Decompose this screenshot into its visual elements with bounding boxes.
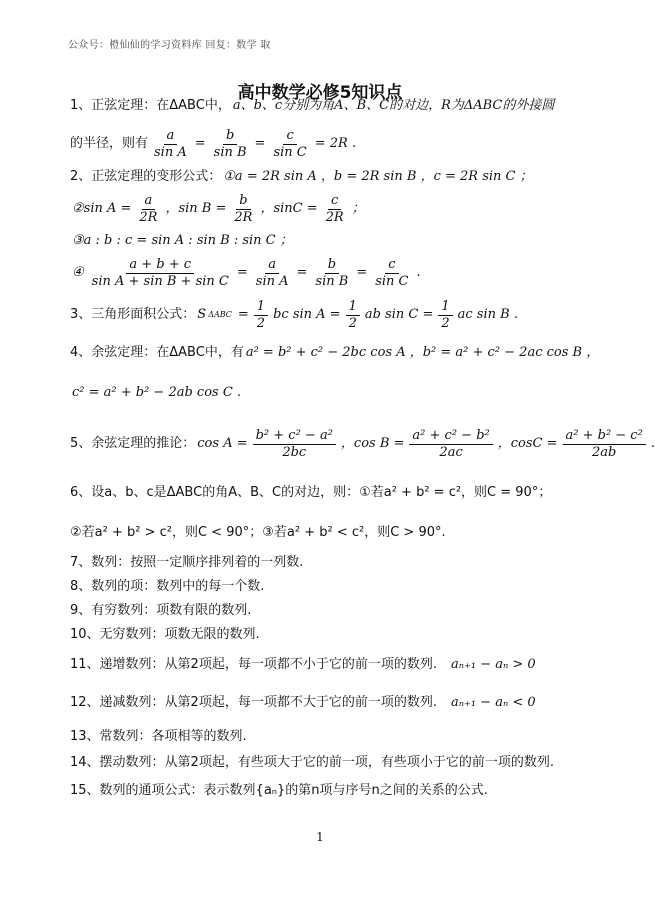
list-item bbox=[70, 554, 590, 572]
item-5-tail: . bbox=[650, 436, 655, 451]
item-5-p2: ，cos B = bbox=[340, 436, 405, 451]
item-4-line-2 bbox=[70, 384, 590, 402]
list-item bbox=[70, 694, 590, 712]
item-3-s: S bbox=[197, 307, 207, 322]
item-1-text: a、b、c分别为角A、B、C的对边，R为ΔABC的外接圆 bbox=[232, 98, 555, 113]
item-11: 11、递增数列：从第2项起，每一项都不小于它的前一项的数列. bbox=[70, 657, 437, 672]
item-5-p3: ，cosC = bbox=[497, 436, 558, 451]
item-6-l2: ②若a² + b² > c²，则C < 90°；③若a² + b² < c²，则C > 90°. bbox=[70, 525, 446, 540]
page-number: 1 bbox=[316, 830, 324, 844]
list-item bbox=[70, 656, 590, 674]
item-4-m2: c² = a² + b² − 2ab cos C . bbox=[72, 385, 242, 400]
item-9: 9、有穷数列：项数有限的数列. bbox=[70, 603, 252, 618]
item-2-line-3 bbox=[70, 232, 590, 250]
item-5-line bbox=[70, 424, 655, 464]
list-item bbox=[70, 782, 590, 800]
item-2-line-2 bbox=[70, 190, 590, 228]
fraction: $\frac{1}{2}$ bbox=[254, 299, 268, 332]
item-5-label: 5、余弦定理的推论： bbox=[70, 436, 196, 451]
item-3-sub: ΔABC bbox=[208, 310, 232, 319]
item-2-m2-pre: ②sin A = bbox=[72, 201, 132, 216]
item-3-t1: bc sin A = bbox=[273, 307, 341, 322]
fraction: $\frac{b}{2R}$ bbox=[234, 192, 253, 225]
fraction: $\frac{b}{\text{sin B}}$ bbox=[213, 127, 247, 160]
item-6-line-1 bbox=[70, 484, 590, 502]
item-3-t3: ac sin B . bbox=[457, 307, 518, 322]
fraction: $\frac{c}{2R}$ bbox=[325, 192, 344, 225]
fraction: $\frac{\text{b² + c² − a²}}{2bc}$ bbox=[253, 428, 336, 461]
fraction: $\frac{a}{\text{sin A}}$ bbox=[154, 127, 187, 160]
item-2-m1: ①a = 2R sin A ，b = 2R sin B ，c = 2R sin C ； bbox=[223, 169, 533, 184]
item-1-label: 1、正弦定理：在ΔABC中， bbox=[70, 98, 231, 113]
page-header: 公众号：橙仙仙的学习资料库 回复：数学 取 bbox=[68, 40, 271, 51]
item-6-line-2 bbox=[70, 524, 590, 542]
item-2-m3: ③a : b : c = sin A : sin B : sin C ； bbox=[72, 233, 293, 248]
item-15: 15、数列的通项公式：表示数列{aₙ}的第n项与序号n之间的关系的公式. bbox=[70, 783, 488, 798]
fraction: $\frac{1}{2}$ bbox=[346, 299, 360, 332]
list-item bbox=[70, 754, 590, 772]
item-4-line-1 bbox=[70, 344, 600, 362]
item-7: 7、数列：按照一定顺序排列着的一列数. bbox=[70, 555, 304, 570]
item-3-t2: ab sin C = bbox=[364, 307, 434, 322]
fraction: $\frac{c}{\text{sin C}}$ bbox=[375, 256, 409, 289]
list-item bbox=[70, 602, 590, 620]
item-5-p1: cos A = bbox=[197, 436, 248, 451]
fraction: $\frac{\text{a² + c² − b²}}{2ac}$ bbox=[409, 428, 492, 461]
item-3-line bbox=[70, 296, 590, 334]
item-2-m2-tail: ； bbox=[351, 201, 365, 216]
fraction: $\frac{c}{\text{sin C}}$ bbox=[273, 127, 307, 160]
item-2-m2-mid1: ，sin B = bbox=[165, 201, 227, 216]
item-12-math: aₙ₊₁ − aₙ < 0 bbox=[450, 695, 536, 710]
list-item bbox=[70, 626, 590, 644]
item-2-line-4: ④ $\frac{a + b + c}{\text{sin A + sin B + sin C}}$ = $\frac{a}{\text{sin A}}$ = $\frac{b}{\text{sin B}}$ = $\frac{c}{\text{sin C}}$ . bbox=[72, 256, 421, 289]
fraction: $\frac{b}{\text{sin B}}$ bbox=[315, 256, 349, 289]
item-8: 8、数列的项：数列中的每一个数. bbox=[70, 579, 265, 594]
item-10: 10、无穷数列：项数无限的数列. bbox=[70, 627, 260, 642]
item-2-line-1 bbox=[70, 168, 590, 186]
fraction: $\frac{\text{a² + b² − c²}}{2ab}$ bbox=[563, 428, 646, 461]
fraction: $\frac{a}{\text{sin A}}$ bbox=[255, 256, 289, 289]
item-2-label: 2、正弦定理的变形公式： bbox=[70, 169, 222, 184]
item-1-cont: 的半径，则有 bbox=[70, 136, 149, 151]
item-2-m4-tail: . bbox=[416, 265, 421, 280]
item-1-line-1 bbox=[70, 97, 590, 115]
item-6-l1: 6、设a、b、c是ΔABC的角A、B、C的对边，则：①若a² + b² = c²，则C = 90°； bbox=[70, 485, 552, 500]
list-item bbox=[70, 728, 590, 746]
item-3-label: 3、三角形面积公式： bbox=[70, 307, 196, 322]
fraction: $\frac{a + b + c}{\text{sin A + sin B + sin C}}$ bbox=[91, 256, 229, 289]
item-3-eq: = bbox=[237, 307, 249, 322]
fraction: $\frac{1}{2}$ bbox=[438, 299, 452, 332]
item-4-m1: a² = b² + c² − 2bc cos A ，b² = a² + c² − 2ac cos B ， bbox=[245, 345, 600, 360]
list-item bbox=[70, 578, 590, 596]
item-14: 14、摆动数列：从第2项起，有些项大于它的前一项，有些项小于它的前一项的数列. bbox=[70, 755, 554, 770]
fraction: $\frac{a}{2R}$ bbox=[139, 192, 158, 225]
item-12: 12、递减数列：从第2项起，每一项都不大于它的前一项的数列. bbox=[70, 695, 437, 710]
item-1-tail: = 2R . bbox=[314, 136, 357, 151]
item-1-line-2: 的半径，则有 $\frac{a}{\text{sin A}}$ = $\frac{b}{\text{sin B}}$ = $\frac{c}{\text{sin C}}$ = 2R . bbox=[70, 127, 357, 160]
item-4-label: 4、余弦定理：在ΔABC中，有 bbox=[70, 345, 244, 360]
page-title: 高中数学必修5知识点 bbox=[237, 83, 403, 103]
item-13: 13、常数列：各项相等的数列. bbox=[70, 729, 247, 744]
item-2-m4-pre: ④ bbox=[72, 265, 84, 280]
item-2-m2-mid2: ，sinC = bbox=[260, 201, 318, 216]
item-11-math: aₙ₊₁ − aₙ > 0 bbox=[450, 657, 536, 672]
